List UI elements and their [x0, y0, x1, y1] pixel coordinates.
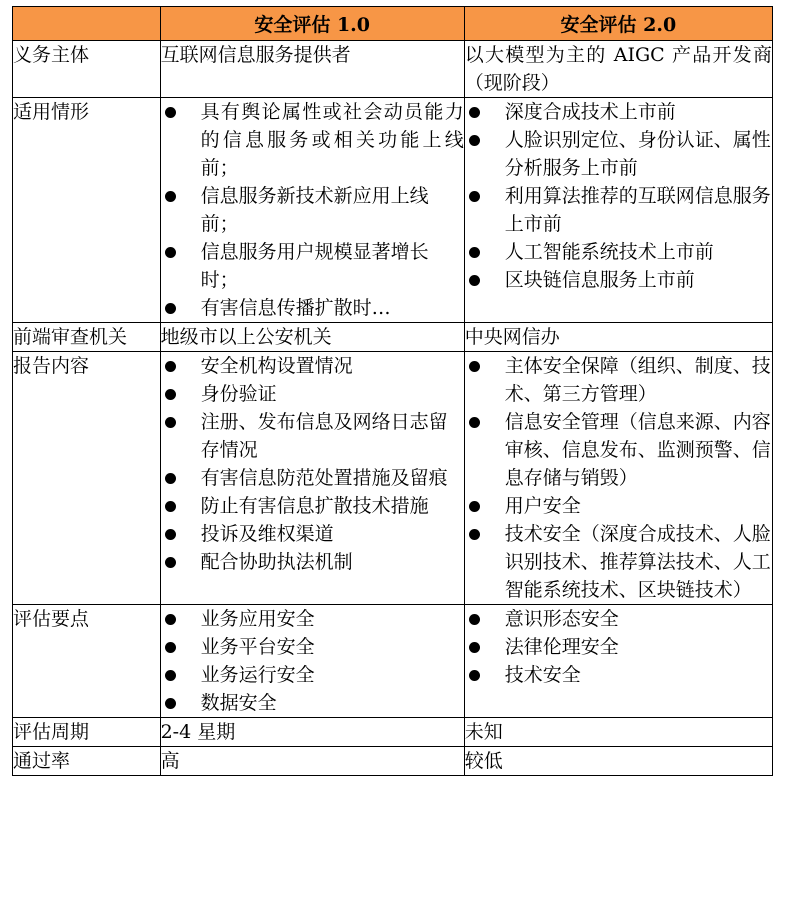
bullet-icon	[469, 501, 480, 512]
bullet-icon	[165, 670, 176, 681]
cell-assessment-1: 地级市以上公安机关	[160, 323, 464, 352]
cell-assessment-2	[464, 352, 772, 605]
cell-assessment-2	[464, 605, 772, 718]
row-label: 评估周期	[13, 718, 161, 747]
row-label: 评估要点	[13, 605, 161, 718]
bullet-icon	[165, 107, 176, 118]
list-item: 信息服务新技术新应用上线前；	[161, 182, 464, 238]
table-row	[13, 98, 773, 323]
header-corner	[13, 7, 161, 41]
bullet-icon	[165, 557, 176, 568]
list-item: 业务运行安全	[161, 661, 464, 689]
list-item: 区块链信息服务上市前	[465, 266, 772, 294]
list-item: 意识形态安全	[465, 605, 772, 633]
cell-assessment-2: 未知	[464, 718, 772, 747]
row-label: 报告内容	[13, 352, 161, 605]
list-item: 具有舆论属性或社会动员能力的信息服务或相关功能上线前；	[161, 98, 464, 182]
list-item: 深度合成技术上市前	[465, 98, 772, 126]
bullet-icon	[165, 191, 176, 202]
table-row	[13, 323, 773, 352]
bullet-icon	[469, 135, 480, 146]
list-item: 法律伦理安全	[465, 633, 772, 661]
list-item: 防止有害信息扩散技术措施	[161, 492, 464, 520]
list-item: 投诉及维权渠道	[161, 520, 464, 548]
bullet-icon	[469, 275, 480, 286]
bullet-list	[161, 352, 464, 576]
bullet-list	[161, 605, 464, 717]
table-row	[13, 41, 773, 98]
row-label: 前端审查机关	[13, 323, 161, 352]
list-item: 业务应用安全	[161, 605, 464, 633]
bullet-icon	[165, 614, 176, 625]
cell-assessment-1	[160, 352, 464, 605]
bullet-icon	[165, 361, 176, 372]
bullet-icon	[469, 529, 480, 540]
list-item: 注册、发布信息及网络日志留存情况	[161, 408, 464, 464]
table-row	[13, 718, 773, 747]
list-item: 信息服务用户规模显著增长时；	[161, 238, 464, 294]
list-item: 用户安全	[465, 492, 772, 520]
cell-assessment-2: 以大模型为主的 AIGC 产品开发商（现阶段）	[464, 41, 772, 98]
bullet-icon	[165, 473, 176, 484]
cell-assessment-2	[464, 98, 772, 323]
bullet-icon	[469, 247, 480, 258]
bullet-icon	[165, 529, 176, 540]
list-item: 配合协助执法机制	[161, 548, 464, 576]
header-assessment-1: 安全评估 1.0	[160, 7, 464, 41]
bullet-list	[161, 98, 464, 322]
bullet-icon	[469, 670, 480, 681]
list-item: 人工智能系统技术上市前	[465, 238, 772, 266]
cell-assessment-1: 2-4 星期	[160, 718, 464, 747]
bullet-list	[465, 98, 772, 294]
table-row	[13, 747, 773, 776]
cell-assessment-1: 互联网信息服务提供者	[160, 41, 464, 98]
bullet-icon	[165, 417, 176, 428]
bullet-icon	[165, 501, 176, 512]
bullet-icon	[165, 642, 176, 653]
list-item: 身份验证	[161, 380, 464, 408]
header-row	[13, 7, 773, 41]
cell-assessment-1	[160, 98, 464, 323]
bullet-icon	[165, 389, 176, 400]
bullet-icon	[469, 107, 480, 118]
bullet-icon	[165, 698, 176, 709]
list-item: 有害信息防范处置措施及留痕	[161, 464, 464, 492]
row-label: 适用情形	[13, 98, 161, 323]
table-row	[13, 352, 773, 605]
bullet-list	[465, 605, 772, 689]
bullet-icon	[469, 191, 480, 202]
list-item: 主体安全保障（组织、制度、技术、第三方管理）	[465, 352, 772, 408]
row-label: 通过率	[13, 747, 161, 776]
cell-assessment-2: 中央网信办	[464, 323, 772, 352]
list-item: 业务平台安全	[161, 633, 464, 661]
list-item: 技术安全	[465, 661, 772, 689]
bullet-list	[465, 352, 772, 604]
cell-assessment-1: 高	[160, 747, 464, 776]
list-item: 人脸识别定位、身份认证、属性分析服务上市前	[465, 126, 772, 182]
bullet-icon	[469, 417, 480, 428]
bullet-icon	[469, 361, 480, 372]
bullet-icon	[165, 247, 176, 258]
comparison-table	[12, 6, 773, 776]
list-item: 技术安全（深度合成技术、人脸识别技术、推荐算法技术、人工智能系统技术、区块链技术）	[465, 520, 772, 604]
cell-assessment-2: 较低	[464, 747, 772, 776]
cell-assessment-1	[160, 605, 464, 718]
bullet-icon	[165, 303, 176, 314]
list-item: 安全机构设置情况	[161, 352, 464, 380]
list-item: 信息安全管理（信息来源、内容审核、信息发布、监测预警、信息存储与销毁）	[465, 408, 772, 492]
list-item: 有害信息传播扩散时…	[161, 294, 464, 322]
bullet-icon	[469, 642, 480, 653]
list-item: 数据安全	[161, 689, 464, 717]
bullet-icon	[469, 614, 480, 625]
header-assessment-2: 安全评估 2.0	[464, 7, 772, 41]
row-label: 义务主体	[13, 41, 161, 98]
list-item: 利用算法推荐的互联网信息服务上市前	[465, 182, 772, 238]
table-row	[13, 605, 773, 718]
